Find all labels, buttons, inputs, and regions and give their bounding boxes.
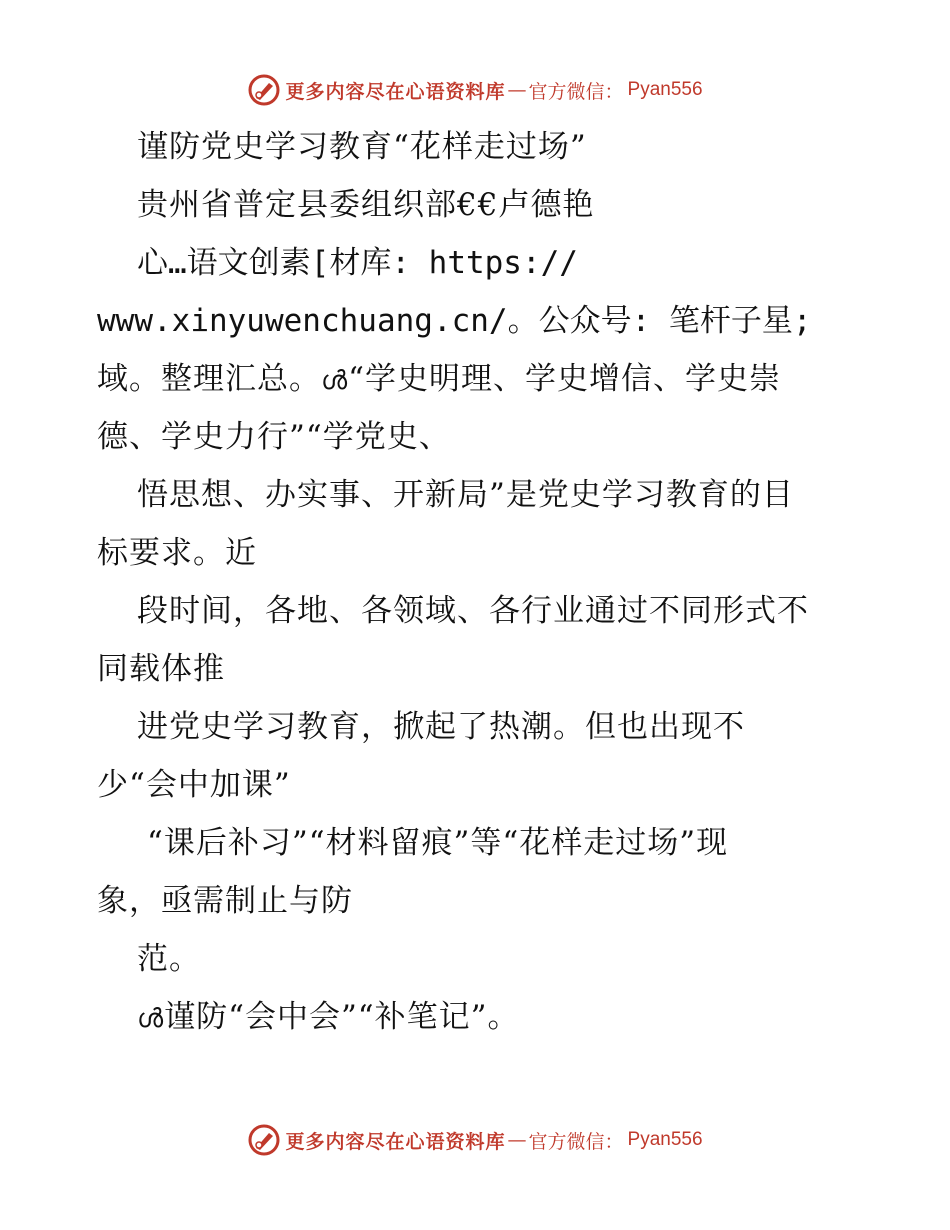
footer-dash: — [507, 1129, 527, 1151]
header-brand: 更多内容尽在心语资料库 [285, 80, 506, 103]
doc-line [97, 988, 857, 1046]
doc-line: 少“会中加课” [97, 767, 291, 803]
doc-line [97, 350, 857, 408]
header-colon: ： [604, 80, 624, 103]
pen-circle-logo-icon [247, 1123, 281, 1157]
doc-line-text: 谨防“会中会”“补笔记”。 [164, 999, 520, 1035]
document-body [97, 118, 857, 1046]
doc-line: 象，亟需制止与防 [97, 883, 353, 919]
doc-line-text: 域。整理汇总。 [97, 361, 321, 397]
footer-wechat-id: Pyan556 [627, 1129, 703, 1150]
doc-line-text: 心…语文创素[材库: https:// [137, 245, 578, 281]
doc-line-text: www.xinyuwenchuang.cn/。公众号: 笔杆子星; [97, 303, 812, 339]
doc-line: 范。 [137, 941, 201, 977]
doc-byline: 贵州省普定县委组织部€€卢德艳 [137, 187, 595, 223]
doc-line: 悟思想、办实事、开新局”是党史学习教育的目 [137, 477, 794, 513]
footer-colon: ： [604, 1130, 624, 1153]
swirl-bullet-icon: ൾ [321, 366, 349, 396]
header-dash: — [507, 79, 527, 101]
doc-line: 同载体推 [97, 651, 225, 687]
header-wechat-id: Pyan556 [627, 79, 703, 100]
doc-line [97, 292, 857, 350]
footer-banner [0, 1120, 950, 1160]
doc-line: 德、学史力行”“学党史、 [97, 419, 451, 455]
footer-brand: 更多内容尽在心语资料库 [285, 1130, 506, 1153]
doc-line: 进党史学习教育，掀起了热潮。但也出现不 [137, 709, 745, 745]
doc-line: 段时间，各地、各领域、各行业通过不同形式不 [137, 593, 809, 629]
doc-line: “课后补习”“材料留痕”等“花样走过场”现 [147, 825, 729, 861]
doc-line-text: “学史明理、学史增信、学史崇 [348, 361, 781, 397]
doc-title: 谨防党史学习教育“花样走过场” [137, 129, 587, 165]
header-label: 官方微信 [528, 80, 605, 103]
swirl-bullet-icon: ൾ [137, 1004, 165, 1034]
footer-label: 官方微信 [528, 1130, 605, 1153]
pen-circle-logo-icon [247, 73, 281, 107]
doc-line: 标要求。近 [97, 535, 257, 571]
doc-line [97, 234, 857, 292]
header-banner [0, 70, 950, 110]
